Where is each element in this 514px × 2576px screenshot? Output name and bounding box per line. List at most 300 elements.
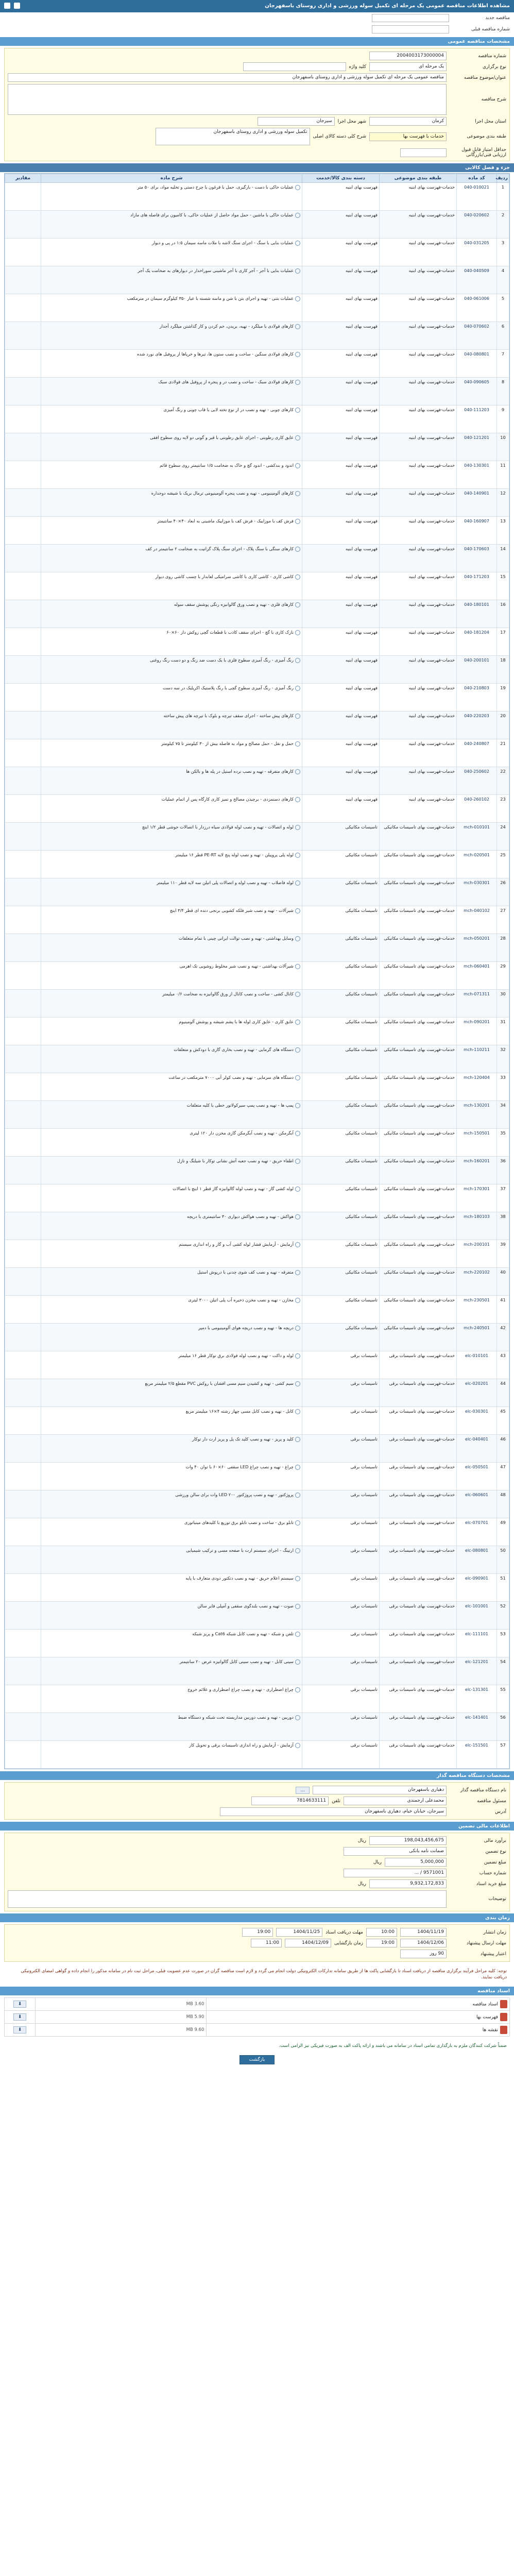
previous-tender-label: شماره مناقصه قبلی	[471, 27, 510, 32]
view-icon[interactable]	[295, 936, 300, 941]
row-description-text: دستگاه های گرمایی - تهیه و نصب بخاری گازی با دودکش و متعلقات	[174, 1047, 294, 1052]
view-icon[interactable]	[295, 1103, 300, 1108]
row-description	[41, 1184, 302, 1212]
city-field[interactable]: سیرجان	[258, 117, 335, 126]
row-description	[41, 572, 302, 600]
row-category: خدمات-فهرست بهای ابنیه	[380, 684, 457, 711]
row-quantity	[5, 1463, 41, 1490]
doc-price-field[interactable]: 9,932,172,833	[369, 1879, 447, 1888]
row-description-text: لوله و داکت - تهیه و نصب لوله فولادی برق توکار قطر ۱۶ میلیمتر	[178, 1353, 294, 1358]
row-category: خدمات-فهرست بهای تاسیسات مکانیکی	[380, 878, 457, 906]
row-category: خدمات-فهرست بهای ابنیه	[380, 739, 457, 767]
row-index: 19	[497, 684, 509, 711]
table-row	[5, 1435, 509, 1463]
row-description-text: کارهای فلزی - تهیه و نصب ورق گالوانیزه رنگی پوشش سقف سوله	[174, 602, 294, 607]
row-description	[41, 1351, 302, 1379]
view-icon[interactable]	[295, 380, 300, 385]
table-row	[5, 628, 509, 656]
row-quantity	[5, 1184, 41, 1212]
pdf-icon	[500, 2026, 507, 2034]
row-index: 51	[497, 1574, 509, 1602]
row-category: خدمات-فهرست بهای ابنیه	[380, 795, 457, 823]
row-quantity	[5, 1296, 41, 1324]
category-field[interactable]: خدمات با فهرست بها	[369, 132, 447, 141]
validity-field[interactable]: 90 روز	[400, 1950, 447, 1958]
view-icon[interactable]	[295, 1715, 300, 1720]
publish-label: زمان انتشار	[483, 1929, 506, 1935]
view-icon[interactable]	[295, 1214, 300, 1219]
tender-desc-field[interactable]	[8, 84, 447, 115]
row-index: 43	[497, 1351, 509, 1379]
row-category: خدمات-فهرست بهای ابنیه	[380, 211, 457, 239]
row-category: خدمات-فهرست بهای تاسیسات برقی	[380, 1657, 457, 1685]
row-index: 53	[497, 1630, 509, 1657]
keyword-label: کلید واژه	[349, 64, 366, 70]
row-category: خدمات-فهرست بهای تاسیسات برقی	[380, 1685, 457, 1713]
row-group: فهرست بهای ابنیه	[302, 489, 380, 517]
row-quantity	[5, 684, 41, 711]
row-description-text: سیم کشی - تهیه و کشیدن سیم مسی افشان با روکش PVC مقطع ۲/۵ میلیمتر مربع	[145, 1381, 294, 1386]
buyer-search-button[interactable]: ...	[296, 1787, 310, 1794]
row-code: elc-040401	[457, 1435, 497, 1463]
row-group: تاسیسات مکانیکی	[302, 1045, 380, 1073]
row-group: تاسیسات مکانیکی	[302, 934, 380, 962]
view-icon[interactable]	[295, 408, 300, 413]
warning-note: توجه: کلیه مراحل فرآیند برگزاری مناقصه از دریافت اسناد تا بازگشایی پاکت ها از طریق سامانه تدارکات الکترونیکی دولت انجام می گردد و لازم است مناقصه گران در صورت عدم عضویت قبلی، مراحل ثبت نام در سامانه مذکور را انجام داده و گواهی امضای الکترونیکی دریافت نمایند.	[21, 1969, 507, 1980]
view-icon[interactable]	[295, 1687, 300, 1692]
row-category: خدمات-فهرست بهای ابنیه	[380, 322, 457, 350]
table-row	[5, 851, 509, 878]
view-icon[interactable]	[295, 658, 300, 663]
row-code: mch-090201	[457, 1018, 497, 1045]
view-icon[interactable]	[295, 1548, 300, 1553]
view-icon[interactable]	[295, 213, 300, 218]
row-quantity	[5, 1240, 41, 1268]
doc-size: 5.90 MB	[186, 2014, 204, 2020]
table-row	[5, 572, 509, 600]
bid-deadline-time-field[interactable]: 19:00	[366, 1939, 397, 1947]
view-icon[interactable]	[295, 825, 300, 830]
view-icon[interactable]	[295, 1576, 300, 1581]
row-category: خدمات-فهرست بهای تاسیسات مکانیکی	[380, 1184, 457, 1212]
table-row	[5, 990, 509, 1018]
row-description-text: کارهای فولادی سنگین - ساخت و نصب ستون ها، تیرها و خرپاها از پروفیل های نورد شده	[137, 351, 294, 357]
pdf-icon	[500, 2013, 507, 2021]
row-quantity	[5, 1045, 41, 1073]
view-icon[interactable]	[295, 463, 300, 468]
view-icon[interactable]	[295, 1604, 300, 1609]
open-time-field[interactable]: 11:00	[251, 1939, 282, 1947]
open-date-field[interactable]: 1404/12/09	[285, 1939, 331, 1947]
row-group: تاسیسات مکانیکی	[302, 1018, 380, 1045]
row-quantity	[5, 767, 41, 795]
col-group: دسته بندی کالا/خدمت	[302, 174, 380, 183]
row-description-text: لوله کشی گاز - تهیه و نصب لوله گالوانیزه گاز قطر ۱ اینچ با اتصالات	[173, 1186, 294, 1191]
schedule-box	[4, 1924, 510, 1962]
view-icon[interactable]	[295, 1270, 300, 1275]
row-description-text: کارهای آلومینیومی - تهیه و نصب پنجره آلومینیومی ترمال بریک با شیشه دوجداره	[151, 490, 294, 496]
row-quantity	[5, 906, 41, 934]
row-description	[41, 1018, 302, 1045]
view-icon[interactable]	[295, 352, 300, 357]
table-row	[5, 1518, 509, 1546]
row-description-text: تلفن و شبکه - تهیه و نصب کابل شبکه Cat6 و پریز شبکه	[192, 1631, 294, 1636]
row-description	[41, 211, 302, 239]
row-category: خدمات-فهرست بهای تاسیسات برقی	[380, 1435, 457, 1463]
view-icon[interactable]	[295, 880, 300, 886]
pdf-icon	[500, 2000, 507, 2008]
row-quantity	[5, 1351, 41, 1379]
row-description	[41, 684, 302, 711]
view-icon[interactable]	[295, 1020, 300, 1025]
row-code: mch-020501	[457, 851, 497, 878]
row-code: mch-030301	[457, 878, 497, 906]
row-description-text: چراغ - تهیه و نصب چراغ LED سقفی ۶۰×۶۰ با توان ۴۰ وات	[185, 1464, 294, 1469]
row-index: 36	[497, 1157, 509, 1184]
row-description-text: پمپ ها - تهیه و نصب پمپ سیرکولاتور خطی با کلیه متعلقات	[186, 1103, 294, 1108]
row-category: خدمات-فهرست بهای ابنیه	[380, 461, 457, 489]
row-description	[41, 990, 302, 1018]
view-icon[interactable]	[295, 1326, 300, 1331]
row-index: 3	[497, 239, 509, 266]
row-group: فهرست بهای ابنیه	[302, 405, 380, 433]
row-description-text: صوت - تهیه و نصب بلندگوی سقفی و آمپلی فایر سالن	[197, 1603, 294, 1608]
table-row	[5, 1073, 509, 1101]
view-icon[interactable]	[295, 1047, 300, 1053]
row-description-text: لوله و اتصالات - تهیه و نصب لوله فولادی سیاه درزدار با اتصالات جوشی قطر ۱/۲ اینچ	[142, 824, 294, 829]
row-description-text: شیرآلات بهداشتی - تهیه و نصب شیر مخلوط روشویی تک اهرمی	[179, 963, 294, 969]
view-icon[interactable]	[295, 547, 300, 552]
scope-label: شرح کلی دسته کالای اصلی	[313, 134, 366, 139]
phone-field[interactable]: 7814633111	[251, 1797, 329, 1805]
view-icon[interactable]	[295, 1659, 300, 1665]
row-description-text: نازک کاری با گچ - اجرای سقف کاذب با قطعات گچی روکش دار ۶۰×۶۰	[166, 630, 294, 635]
view-icon[interactable]	[295, 1242, 300, 1247]
view-icon[interactable]	[295, 1409, 300, 1414]
guarantee-type-field[interactable]: ضمانت نامه بانکی	[344, 1847, 447, 1856]
row-quantity	[5, 1435, 41, 1463]
col-category: طبقه بندی موضوعی	[380, 174, 457, 183]
row-index: 18	[497, 656, 509, 684]
row-category: خدمات-فهرست بهای ابنیه	[380, 294, 457, 322]
row-group: تاسیسات برقی	[302, 1574, 380, 1602]
items-body	[5, 183, 509, 1769]
row-quantity	[5, 239, 41, 266]
table-row	[5, 1407, 509, 1435]
row-index: 11	[497, 461, 509, 489]
doc-row	[5, 2024, 510, 2037]
guarantee-amount-field[interactable]: 5,000,000	[385, 1858, 447, 1867]
row-category: خدمات-فهرست بهای تاسیسات برقی	[380, 1379, 457, 1407]
buyer-org-field[interactable]: دهیاری باسفهرجان	[313, 1786, 447, 1794]
doc-name[interactable]: فهرست بها	[476, 2014, 498, 2020]
row-quantity	[5, 1490, 41, 1518]
view-icon[interactable]	[295, 908, 300, 913]
row-group: فهرست بهای ابنیه	[302, 739, 380, 767]
tender-title-label: عنوان/موضوع مناقصه	[464, 75, 506, 80]
row-group: فهرست بهای ابنیه	[302, 795, 380, 823]
row-index: 24	[497, 823, 509, 851]
row-quantity	[5, 1574, 41, 1602]
row-group: فهرست بهای ابنیه	[302, 461, 380, 489]
row-description	[41, 1129, 302, 1157]
view-icon[interactable]	[295, 574, 300, 580]
row-index: 28	[497, 934, 509, 962]
view-icon[interactable]	[295, 1131, 300, 1136]
tender-title-field[interactable]: مناقصه عمومی یک مرحله ای تکمیل سوله ورزشی و اداری روستای باسفهرجان	[8, 73, 447, 82]
view-icon[interactable]	[295, 1493, 300, 1498]
keyword-field[interactable]	[243, 62, 346, 71]
view-icon[interactable]	[295, 741, 300, 747]
view-icon[interactable]	[295, 769, 300, 774]
table-row	[5, 183, 509, 211]
download-icon[interactable]: ⬇	[13, 2001, 27, 2008]
table-row	[5, 322, 509, 350]
view-icon[interactable]	[295, 324, 300, 329]
new-tender-row	[0, 12, 514, 24]
row-description-text: اندود و بندکشی - اندود گچ و خاک به ضخامت ۱/۵ سانتیمتر روی سطوح قائم	[159, 463, 294, 468]
new-tender-select[interactable]	[372, 14, 449, 22]
table-row	[5, 600, 509, 628]
table-row	[5, 239, 509, 266]
row-quantity	[5, 851, 41, 878]
view-icon[interactable]	[295, 1437, 300, 1442]
row-quantity	[5, 433, 41, 461]
row-description	[41, 1630, 302, 1657]
row-group: تاسیسات مکانیکی	[302, 1268, 380, 1296]
row-quantity	[5, 878, 41, 906]
province-label: استان محل اجرا	[475, 118, 506, 124]
col-quantity: مقادیر	[5, 174, 41, 183]
row-description	[41, 1546, 302, 1574]
row-quantity	[5, 1268, 41, 1296]
view-icon[interactable]	[295, 714, 300, 719]
row-code: elc-101001	[457, 1602, 497, 1630]
row-description-text: پروژکتور - تهیه و نصب پروژکتور LED ۲۰۰ وات برای سالن ورزشی	[175, 1492, 294, 1497]
table-row	[5, 1268, 509, 1296]
row-code: elc-020201	[457, 1379, 497, 1407]
row-description	[41, 1657, 302, 1685]
table-row	[5, 1463, 509, 1490]
row-description	[41, 183, 302, 211]
info-note: ضمناً شرکت کنندگان ملزم به بارگذاری تمامی اسناد در سامانه می باشند و ارائه پاکت الف به صورت فیزیکی نیز الزامی است.	[279, 2043, 507, 2048]
view-icon[interactable]	[295, 686, 300, 691]
row-group: تاسیسات برقی	[302, 1741, 380, 1769]
row-quantity	[5, 1518, 41, 1546]
row-index: 52	[497, 1602, 509, 1630]
row-group: فهرست بهای ابنیه	[302, 600, 380, 628]
row-category: خدمات-فهرست بهای تاسیسات مکانیکی	[380, 990, 457, 1018]
row-quantity	[5, 990, 41, 1018]
row-category: خدمات-فهرست بهای تاسیسات مکانیکی	[380, 1157, 457, 1184]
row-description	[41, 1490, 302, 1518]
row-code: mch-071311	[457, 990, 497, 1018]
row-group: فهرست بهای ابنیه	[302, 767, 380, 795]
row-index: 57	[497, 1741, 509, 1769]
items-table-wrap	[4, 173, 510, 1769]
row-description	[41, 350, 302, 378]
row-description-text: آبگرمکن - تهیه و نصب آبگرمکن گازی مخزن دار ۱۲۰ لیتری	[190, 1130, 294, 1136]
row-description	[41, 1435, 302, 1463]
row-group: تاسیسات مکانیکی	[302, 1101, 380, 1129]
back-button[interactable]: بازگشت	[239, 2055, 275, 2064]
row-category: خدمات-فهرست بهای تاسیسات برقی	[380, 1407, 457, 1435]
tender-type-field[interactable]: یک مرحله ای	[369, 62, 447, 71]
view-icon[interactable]	[295, 1632, 300, 1637]
view-icon[interactable]	[295, 853, 300, 858]
view-icon[interactable]	[295, 519, 300, 524]
row-index: 2	[497, 211, 509, 239]
row-code: 040-171203	[457, 572, 497, 600]
print-icon[interactable]	[14, 3, 20, 9]
view-icon[interactable]	[295, 435, 300, 440]
table-row	[5, 378, 509, 405]
publish-date-field[interactable]: 1404/11/19	[400, 1928, 447, 1937]
view-icon[interactable]	[295, 1075, 300, 1080]
province-field[interactable]: کرمان	[369, 117, 447, 126]
row-quantity	[5, 600, 41, 628]
view-icon[interactable]	[295, 797, 300, 802]
row-index: 4	[497, 266, 509, 294]
doc-name[interactable]: اسناد مناقصه	[472, 2002, 498, 2007]
view-icon[interactable]	[295, 630, 300, 635]
view-icon[interactable]	[295, 491, 300, 496]
row-description-text: کارهای دستمزدی - برچیدن مصالح و تمیز کاری کارگاه پس از اتمام عملیات	[161, 796, 294, 802]
publish-time-field[interactable]: 10:00	[366, 1928, 397, 1937]
row-quantity	[5, 183, 41, 211]
row-code: elc-090901	[457, 1574, 497, 1602]
row-category: خدمات-فهرست بهای تاسیسات مکانیکی	[380, 906, 457, 934]
row-group: فهرست بهای ابنیه	[302, 266, 380, 294]
view-icon[interactable]	[295, 296, 300, 301]
row-quantity	[5, 378, 41, 405]
row-quantity	[5, 266, 41, 294]
row-code: 040-180101	[457, 600, 497, 628]
bank-field[interactable]: 9571001 / ...	[344, 1869, 447, 1877]
download-icon[interactable]: ⬇	[13, 2026, 27, 2033]
table-row	[5, 962, 509, 990]
row-description-text: سینی کابل - تهیه و نصب سینی کابل گالوانیزه عرض ۲۰ سانتیمتر	[179, 1659, 294, 1664]
row-category: خدمات-فهرست بهای تاسیسات مکانیکی	[380, 1129, 457, 1157]
tender-number-field[interactable]: 2004003173000004	[369, 52, 447, 60]
section-tender-info: مشخصات مناقصه عمومی	[0, 37, 514, 46]
row-group: تاسیسات برقی	[302, 1379, 380, 1407]
row-index: 5	[497, 294, 509, 322]
doc-name[interactable]: نقشه ها	[482, 2027, 498, 2033]
doc-row	[5, 2011, 510, 2024]
section-schedule: زمان بندی	[0, 1913, 514, 1922]
row-index: 12	[497, 489, 509, 517]
download-icon[interactable]: ⬇	[13, 2013, 27, 2021]
row-quantity	[5, 1657, 41, 1685]
row-description-text: عایق کاری رطوبتی - اجرای عایق رطوبتی با قیر و گونی دو لایه روی سطوح افقی	[150, 435, 294, 440]
view-icon[interactable]	[295, 1465, 300, 1470]
view-icon[interactable]	[295, 1159, 300, 1164]
close-icon[interactable]	[4, 3, 10, 9]
scope-field[interactable]: تکمیل سوله ورزشی و اداری روستای باسفهرجان	[156, 128, 310, 145]
view-icon[interactable]	[295, 241, 300, 246]
row-code: 040-170603	[457, 545, 497, 572]
qualify-field[interactable]	[400, 148, 447, 157]
row-quantity	[5, 1685, 41, 1713]
view-icon[interactable]	[295, 1353, 300, 1359]
row-group: فهرست بهای ابنیه	[302, 433, 380, 461]
row-index: 17	[497, 628, 509, 656]
row-group: تاسیسات برقی	[302, 1713, 380, 1741]
view-icon[interactable]	[295, 185, 300, 190]
row-description-text: سیستم اعلام حریق - تهیه و نصب دتکتور دودی متعارف با پایه	[185, 1575, 294, 1581]
row-category: خدمات-فهرست بهای ابنیه	[380, 572, 457, 600]
doc-deadline-date-field[interactable]: 1404/11/25	[276, 1928, 322, 1937]
row-description-text: اطفاء حریق - تهیه و نصب جعبه آتش نشانی توکار با شیلنگ و نازل	[177, 1158, 294, 1163]
view-icon[interactable]	[295, 1187, 300, 1192]
view-icon[interactable]	[295, 964, 300, 969]
row-group: تاسیسات مکانیکی	[302, 906, 380, 934]
row-group: فهرست بهای ابنیه	[302, 656, 380, 684]
table-row	[5, 405, 509, 433]
view-icon[interactable]	[295, 268, 300, 274]
row-group: فهرست بهای ابنیه	[302, 322, 380, 350]
address-field[interactable]: سیرجان، خیابان خیام، دهیاری باسفهرجان	[220, 1807, 447, 1816]
table-row	[5, 350, 509, 378]
view-icon[interactable]	[295, 1298, 300, 1303]
row-index: 14	[497, 545, 509, 572]
row-index: 49	[497, 1518, 509, 1546]
row-code: 040-160907	[457, 517, 497, 545]
view-icon[interactable]	[295, 992, 300, 997]
tender-info-box	[4, 48, 510, 161]
row-group: تاسیسات برقی	[302, 1490, 380, 1518]
doc-price-currency: ریال	[357, 1881, 366, 1887]
row-code: elc-141401	[457, 1713, 497, 1741]
view-icon[interactable]	[295, 602, 300, 607]
row-index: 56	[497, 1713, 509, 1741]
doc-deadline-time-field[interactable]: 19:00	[242, 1928, 273, 1937]
row-category: خدمات-فهرست بهای ابنیه	[380, 183, 457, 211]
doc-row	[5, 1998, 510, 2011]
previous-tender-select[interactable]	[372, 25, 449, 33]
table-row	[5, 1657, 509, 1685]
row-quantity	[5, 739, 41, 767]
view-icon[interactable]	[295, 1743, 300, 1748]
city-label: شهر محل اجرا	[337, 118, 366, 124]
table-row	[5, 517, 509, 545]
row-group: تاسیسات مکانیکی	[302, 851, 380, 878]
row-category: خدمات-فهرست بهای ابنیه	[380, 239, 457, 266]
row-code: 040-140901	[457, 489, 497, 517]
row-category: خدمات-فهرست بهای ابنیه	[380, 656, 457, 684]
row-index: 21	[497, 739, 509, 767]
table-row	[5, 433, 509, 461]
row-code: 040-040509	[457, 266, 497, 294]
table-row	[5, 266, 509, 294]
row-description	[41, 851, 302, 878]
row-description	[41, 823, 302, 851]
view-icon[interactable]	[295, 1381, 300, 1386]
view-icon[interactable]	[295, 1520, 300, 1526]
row-quantity	[5, 517, 41, 545]
finance-notes-field[interactable]	[8, 1890, 447, 1908]
row-description	[41, 1518, 302, 1546]
bid-deadline-date-field[interactable]: 1404/12/06	[400, 1939, 447, 1947]
contact-field[interactable]: محمدعلی ارجمندی	[344, 1797, 447, 1805]
row-group: فهرست بهای ابنیه	[302, 711, 380, 739]
table-row	[5, 294, 509, 322]
estimate-field[interactable]: 198,043,456,675	[369, 1836, 447, 1845]
row-code: elc-030301	[457, 1407, 497, 1435]
row-index: 20	[497, 711, 509, 739]
table-row	[5, 1574, 509, 1602]
